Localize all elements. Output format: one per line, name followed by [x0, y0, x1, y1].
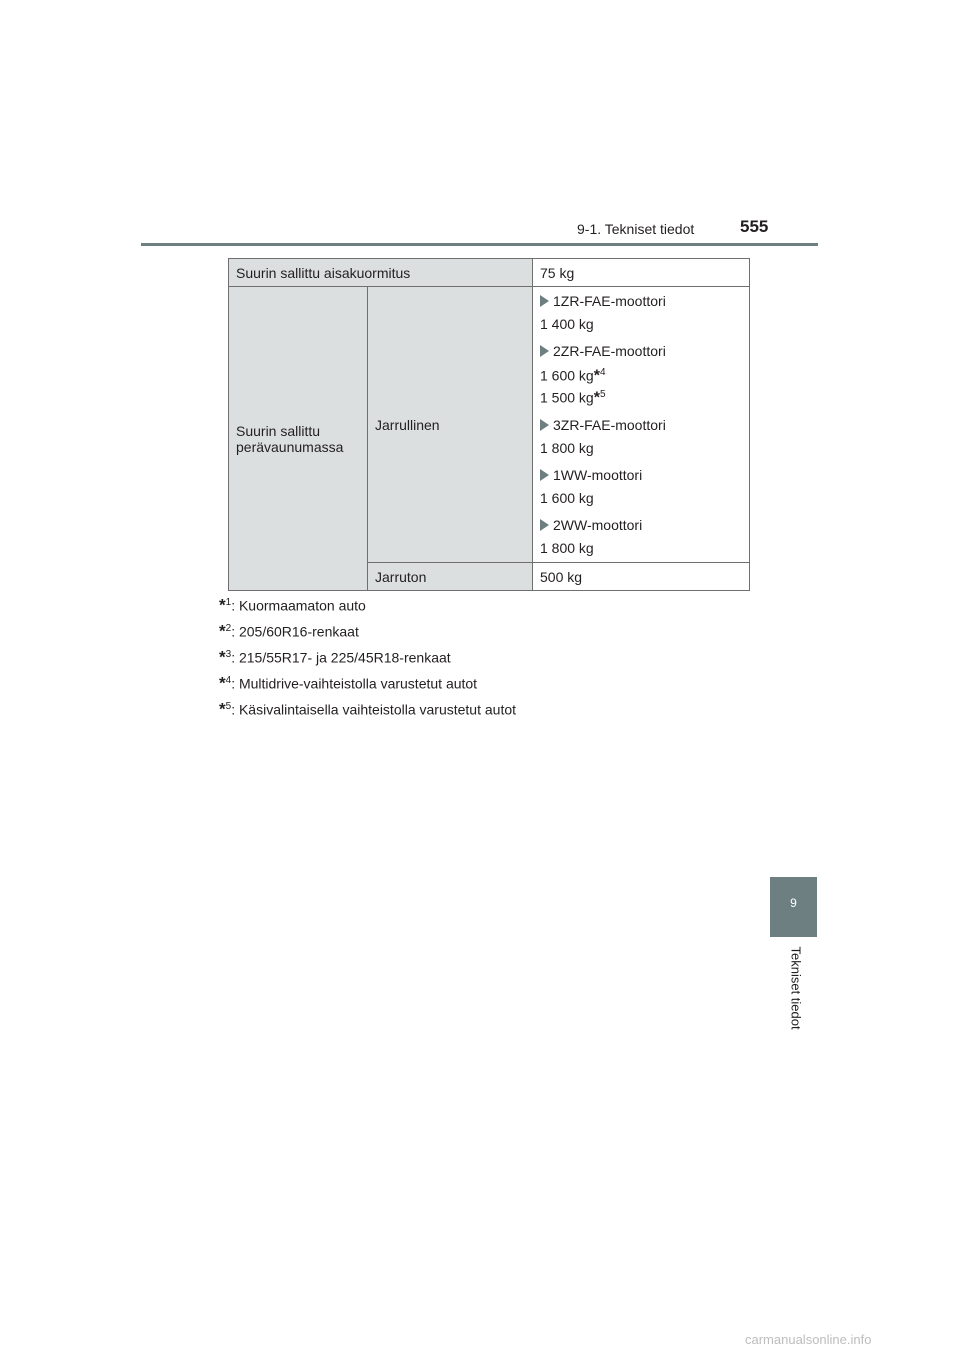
footnote-text: : Käsivalintaisella vaihteistolla varustetut autot [231, 701, 517, 718]
footnote-ref: 5 [599, 388, 606, 400]
arrow-right-icon [540, 519, 549, 531]
table-row [229, 287, 750, 563]
footnote-mark: 5 [225, 701, 232, 712]
engine-value: 1 400 kg [540, 316, 594, 332]
engine-value: 1 600 kg [540, 490, 594, 507]
engine-value: 1 800 kg [540, 540, 594, 557]
engine-name: 2ZR-FAE-moottori [553, 343, 666, 359]
chapter-tab [770, 877, 817, 937]
engine-block: 2ZR-FAE-moottori 1 600 kg*$^4$ 1 500 kg*$^5$ [540, 343, 666, 407]
table-row [229, 259, 750, 287]
drawbar-load-label: Suurin sallittu aisakuormitus [229, 259, 533, 287]
engine-block [540, 292, 742, 333]
arrow-right-icon [540, 469, 549, 481]
braked-values [533, 287, 750, 563]
footnote: *$^5$: Käsivalintaisella vaihteistolla varustetut autot [219, 699, 517, 719]
footnote-text: : Kuormaamaton auto [231, 597, 366, 614]
footnote-mark: 3 [225, 649, 232, 660]
header-divider [141, 243, 818, 246]
trailer-mass-label-line2: perävaunumassa [236, 438, 344, 455]
watermark: carmanualsonline.info [745, 1332, 872, 1347]
footnote-text: : 215/55R17- ja 225/45R18-renkaat [231, 649, 451, 666]
chapter-label [786, 944, 806, 1054]
engine-name: 3ZR-FAE-moottori [553, 417, 666, 434]
footnote: *$^4$: Multidrive-vaihteistolla varustetut autot [219, 673, 478, 693]
drawbar-load-value: 75 kg [533, 259, 750, 287]
chapter-number: 9 [790, 896, 797, 910]
engine-block [540, 516, 742, 557]
footnote: *$^2$: 205/60R16-renkaat [219, 621, 359, 641]
engine-value: 1 600 kg [540, 367, 594, 384]
footnote-mark: 1 [225, 597, 232, 608]
unbraked-value: 500 kg [533, 563, 750, 591]
footnote-ref: 4 [599, 367, 606, 378]
braked-label: Jarrullinen [368, 287, 533, 563]
footnote-mark: 4 [225, 675, 232, 686]
footnote-text: : 205/60R16-renkaat [231, 623, 359, 640]
engine-value: 1 500 kg [540, 389, 594, 406]
page-number: 555 [740, 217, 769, 236]
engine-name: 1WW-moottori [553, 467, 643, 484]
engine-block [540, 416, 742, 457]
engine-name: 2WW-moottori [553, 517, 643, 534]
spec-table [228, 258, 750, 591]
engine-block [540, 466, 742, 507]
footnote: *$^3$: 215/55R17- ja 225/45R18-renkaat [219, 647, 451, 667]
trailer-mass-label-line1: Suurin sallittu [236, 422, 321, 439]
chapter-label-text: Tekniset tiedot [788, 946, 804, 1030]
footnote-text: : Multidrive-vaihteistolla varustetut autot [231, 675, 478, 692]
unbraked-label: Jarruton [368, 563, 533, 591]
footnote-mark: 2 [225, 623, 232, 634]
arrow-right-icon [540, 345, 549, 357]
section-title: 9-1. Tekniset tiedot [577, 221, 695, 237]
footnote: *$^1$: Kuormaamaton auto [219, 595, 366, 615]
engine-name: 1ZR-FAE-moottori [553, 293, 666, 309]
footnotes [219, 590, 516, 720]
engine-value: 1 800 kg [540, 440, 594, 457]
trailer-mass-label [229, 287, 368, 591]
arrow-right-icon [540, 295, 549, 307]
arrow-right-icon [540, 419, 549, 431]
